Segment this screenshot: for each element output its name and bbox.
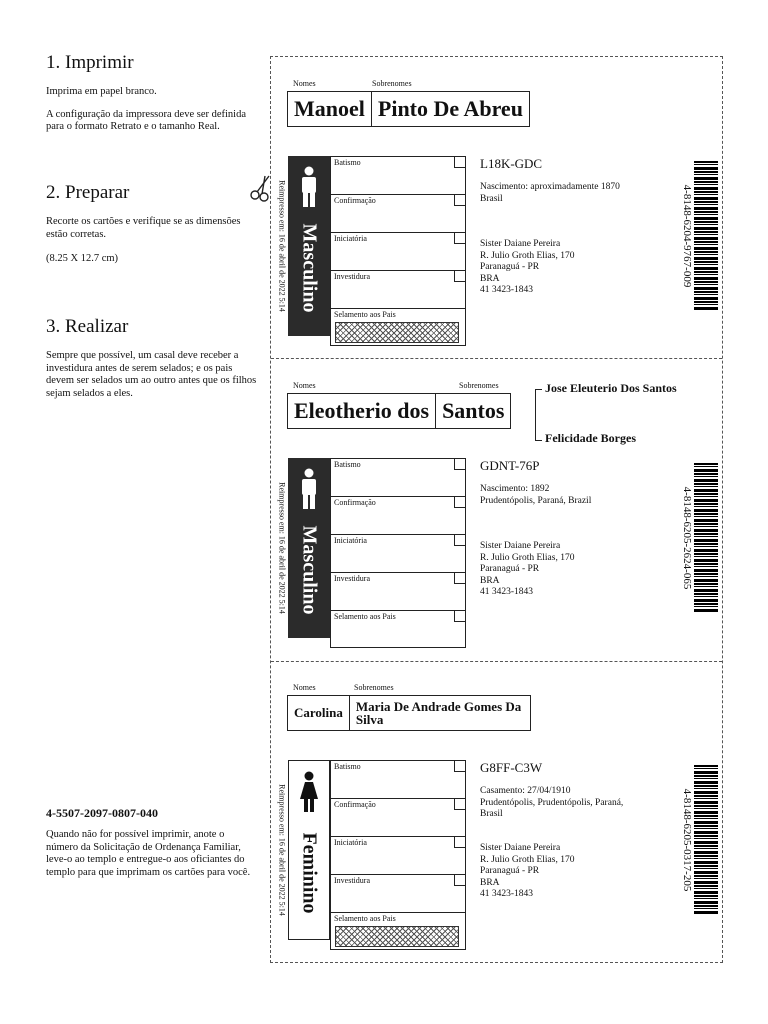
order-text: Quando não for possível imprimir, anote o número da Solicitação de Ordenança Familiar, leve-o ao templo e entregue-o aos oficiantes do templo para que imprimam os cartões para você. [46, 829, 251, 878]
reprint-date: Reimpresso em: 16 de abril de 2022 5:14 [277, 180, 287, 312]
ordinance-batismo: Batismo [331, 459, 465, 497]
barcode [679, 463, 719, 613]
step1-settings-text: A configuração da impressora deve ser definida para o formato Retrato e o tamanho Real. [46, 108, 247, 132]
ordinance-checkbox [454, 497, 465, 508]
ordinance-iniciatoria: Iniciatória [331, 837, 465, 875]
event-info: Nascimento: 1892 Prudentópolis, Paraná, Brazil [480, 484, 592, 506]
step1-title: 1. Imprimir [46, 52, 134, 73]
ordinance-checkbox [454, 573, 465, 584]
ordinance-checkbox [454, 271, 465, 282]
ordinance-card [271, 661, 724, 963]
given-name: Carolina [288, 696, 350, 730]
barcode-number: 4-8148-6204-9767-009 [681, 184, 693, 288]
person-id: L18K-GDC [480, 156, 543, 171]
contact-info: Sister Daiane Pereira R. Julio Groth Elias, 170 Paranaguá - PR BRA 41 3423-1843 [480, 541, 575, 597]
name-box [287, 91, 530, 127]
female-icon [298, 771, 320, 813]
event-info: Nascimento: aproximadamente 1870 Brasil [480, 182, 620, 204]
reprint-date: Reimpresso em: 16 de abril de 2022 5:14 [277, 482, 287, 614]
surname: Pinto De Abreu [377, 96, 523, 121]
gender-panel [288, 156, 330, 336]
contact-info: Sister Daiane Pereira R. Julio Groth Elias, 170 Paranaguá - PR BRA 41 3423-1843 [480, 239, 575, 295]
ordinance-grid [330, 458, 466, 648]
ordinance-confirmacao: Confirmação [331, 497, 465, 535]
order-request [46, 806, 258, 879]
not-available-hatch [335, 926, 459, 947]
name-box [287, 695, 531, 731]
step3 [46, 316, 258, 400]
ordinance-iniciatoria: Iniciatória [331, 535, 465, 573]
ordinance-card [271, 57, 724, 359]
ordinance-checkbox [454, 157, 465, 168]
gender-label: Masculino [298, 525, 321, 615]
surname-label: Sobrenomes [459, 381, 499, 390]
parents-bracket [535, 389, 542, 441]
ordinance-confirmacao: Confirmação [331, 195, 465, 233]
person-id: G8FF-C3W [480, 760, 543, 775]
ordinance-batismo: Batismo [331, 157, 465, 195]
surname-label: Sobrenomes [372, 79, 412, 88]
gender-panel [288, 458, 330, 638]
barcode-bars [694, 765, 718, 915]
ordinance-selamento: Selamento aos Pais [331, 611, 465, 649]
gender-panel [288, 760, 330, 940]
ordinance-checkbox [454, 761, 465, 772]
father-name: Jose Eleuterio Dos Santos [545, 381, 677, 395]
given-label: Nomes [293, 381, 316, 390]
mother-name: Felicidade Borges [545, 431, 636, 445]
ordinance-checkbox [454, 195, 465, 206]
ordinance-investidura: Investidura [331, 875, 465, 913]
ordinance-grid [330, 760, 466, 950]
step1-text: Imprima em papel branco. [46, 86, 157, 97]
not-available-hatch [335, 322, 459, 343]
barcode-number: 4-8148-6205-0317-205 [681, 788, 693, 892]
ordinance-confirmacao: Confirmação [331, 799, 465, 837]
ordinance-batismo: Batismo [331, 761, 465, 799]
male-icon [298, 166, 320, 208]
ordinance-grid [330, 156, 466, 346]
barcode [679, 765, 719, 915]
reprint-date: Reimpresso em: 16 de abril de 2022 5:14 [277, 784, 287, 916]
order-number: 4-5507-2097-0807-040 [46, 806, 158, 820]
instructions [46, 52, 258, 134]
step3-text: Sempre que possível, um casal deve receber a investidura antes de serem selados; e os pais devem ser selados um ao outro antes que os filhos sejam selados a eles. [46, 350, 257, 399]
ordinance-selamento: Selamento aos Pais [331, 309, 465, 347]
ordinance-card [271, 359, 724, 661]
ordinance-checkbox [454, 875, 465, 886]
given-label: Nomes [293, 683, 316, 692]
ordinance-checkbox [454, 837, 465, 848]
step2 [46, 182, 258, 266]
ordinance-investidura: Investidura [331, 271, 465, 309]
surname-label: Sobrenomes [354, 683, 394, 692]
step2-text: Recorte os cartões e verifique se as dimensões estão corretas. [46, 216, 241, 240]
person-id: GDNT-76P [480, 458, 540, 473]
step3-title: 3. Realizar [46, 316, 129, 337]
barcode-number: 4-8148-6205-2624-065 [681, 486, 693, 590]
surname: Maria De Andrade Gomes Da Silva [355, 699, 522, 727]
male-icon [298, 468, 320, 510]
surname: Santos [442, 398, 505, 423]
ordinance-investidura: Investidura [331, 573, 465, 611]
step2-dimensions: (8.25 X 12.7 cm) [46, 253, 119, 264]
card-sheet [270, 56, 723, 963]
given-label: Nomes [293, 79, 316, 88]
barcode-bars [694, 463, 718, 613]
ordinance-iniciatoria: Iniciatória [331, 233, 465, 271]
given-name: Eleotherio dos [288, 394, 436, 428]
ordinance-selamento: Selamento aos Pais [331, 913, 465, 951]
barcode-bars [694, 161, 718, 311]
contact-info: Sister Daiane Pereira R. Julio Groth Elias, 170 Paranaguá - PR BRA 41 3423-1843 [480, 843, 575, 899]
gender-label: Masculino [298, 223, 321, 313]
barcode [679, 161, 719, 311]
given-name: Manoel [288, 92, 372, 126]
gender-label: Feminino [298, 832, 321, 914]
ordinance-checkbox [454, 799, 465, 810]
event-info: Casamento: 27/04/1910 Prudentópolis, Prudentópolis, Paraná, Brasil [480, 786, 624, 819]
ordinance-checkbox [454, 233, 465, 244]
ordinance-checkbox [454, 611, 465, 622]
name-box [287, 393, 511, 429]
step2-title: 2. Preparar [46, 182, 130, 203]
ordinance-checkbox [454, 535, 465, 546]
ordinance-checkbox [454, 459, 465, 470]
